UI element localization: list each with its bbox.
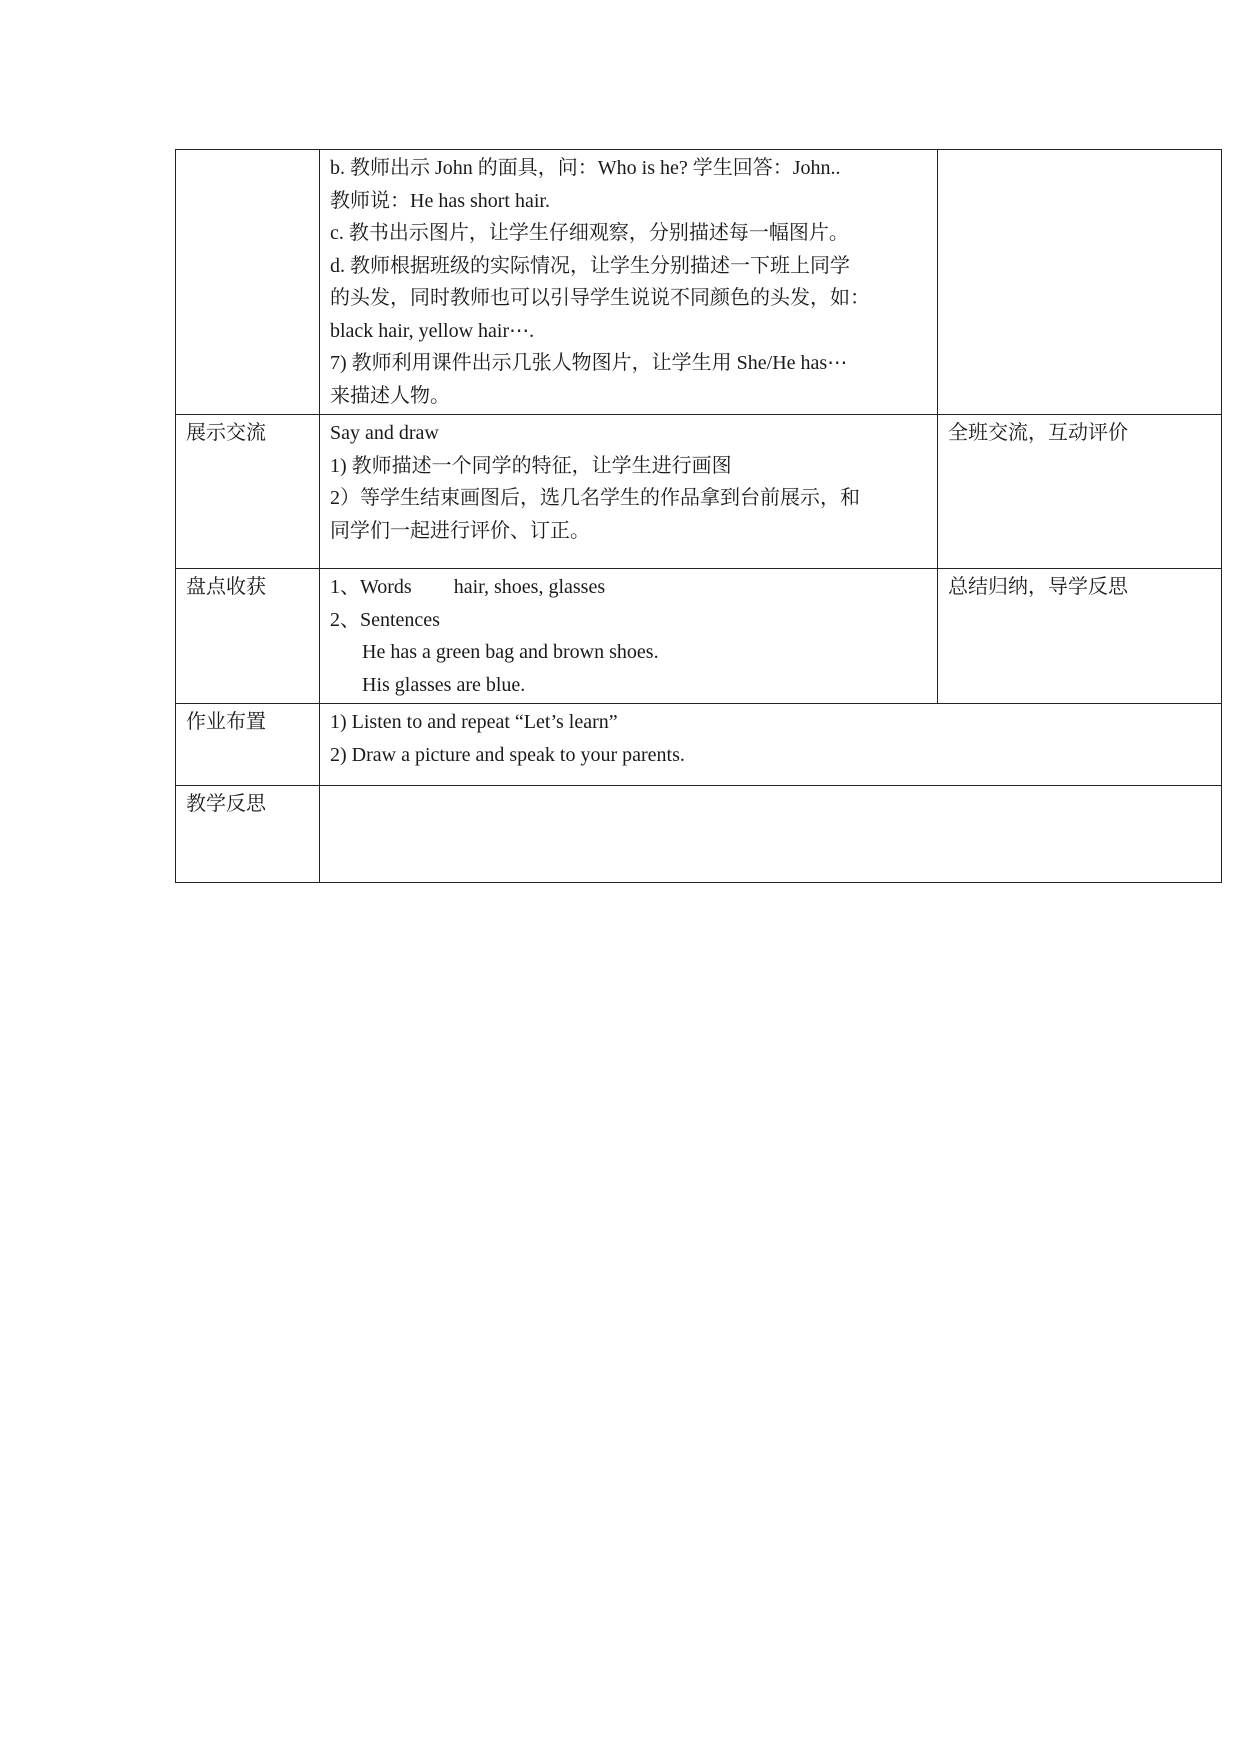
content-line: 来描述人物。 [330,384,450,407]
note-cell-empty [938,150,1222,415]
sentence-line: His glasses are blue. [362,673,526,696]
table-row-reflection [176,786,1222,883]
table-row-homework [176,704,1222,786]
content-line: 7) 教师利用课件出示几张人物图片，让学生用 She/He has⋯ [330,352,848,374]
row-label: 盘点收获 [176,569,320,704]
content-line: 同学们一起进行评价、订正。 [330,519,590,542]
sentence-line: He has a green bag and brown shoes. [362,641,659,663]
content-line: 2) Draw a picture and speak to your parents. [330,743,685,766]
presentation-cell [320,415,938,569]
teaching-steps-cell [320,150,938,415]
words-list: hair, shoes, glasses [453,576,606,598]
content-line: Say and draw [330,422,439,444]
row-label: 作业布置 [176,704,320,786]
content-line: 2）等学生结束画图后，选几名学生的作品拿到台前展示，和 [330,487,860,509]
content-line: d. 教师根据班级的实际情况，让学生分别描述一下班上同学 [330,254,850,277]
summary-cell [320,569,938,704]
note-cell: 全班交流，互动评价 [938,415,1222,569]
row-label: 教学反思 [176,786,320,883]
words-line [330,571,927,604]
content-line: 1) 教师描述一个同学的特征，让学生进行画图 [330,454,732,477]
homework-cell [320,704,1222,786]
table-row-summary [176,569,1222,704]
table-row-presentation [176,415,1222,569]
content-line: c. 教书出示图片，让学生仔细观察，分别描述每一幅图片。 [330,222,849,244]
words-prefix: 1、Words [330,576,412,598]
content-line: black hair, yellow hair⋯. [330,319,535,342]
row-label-empty [176,150,320,415]
lesson-plan-table [175,149,1222,883]
row-label: 展示交流 [176,415,320,569]
content-line: b. 教师出示 John 的面具，问：Who is he? 学生回答：John.. [330,157,841,179]
sentences-heading: 2、Sentences [330,608,440,631]
table-row-teaching-steps [176,150,1222,415]
content-line: 1) Listen to and repeat “Let’s learn” [330,711,618,733]
content-line: 的头发，同时教师也可以引导学生说说不同颜色的头发，如： [330,287,870,309]
note-cell: 总结归纳，导学反思 [938,569,1222,704]
reflection-cell-empty [320,786,1222,883]
content-line: 教师说：He has short hair. [330,189,550,212]
